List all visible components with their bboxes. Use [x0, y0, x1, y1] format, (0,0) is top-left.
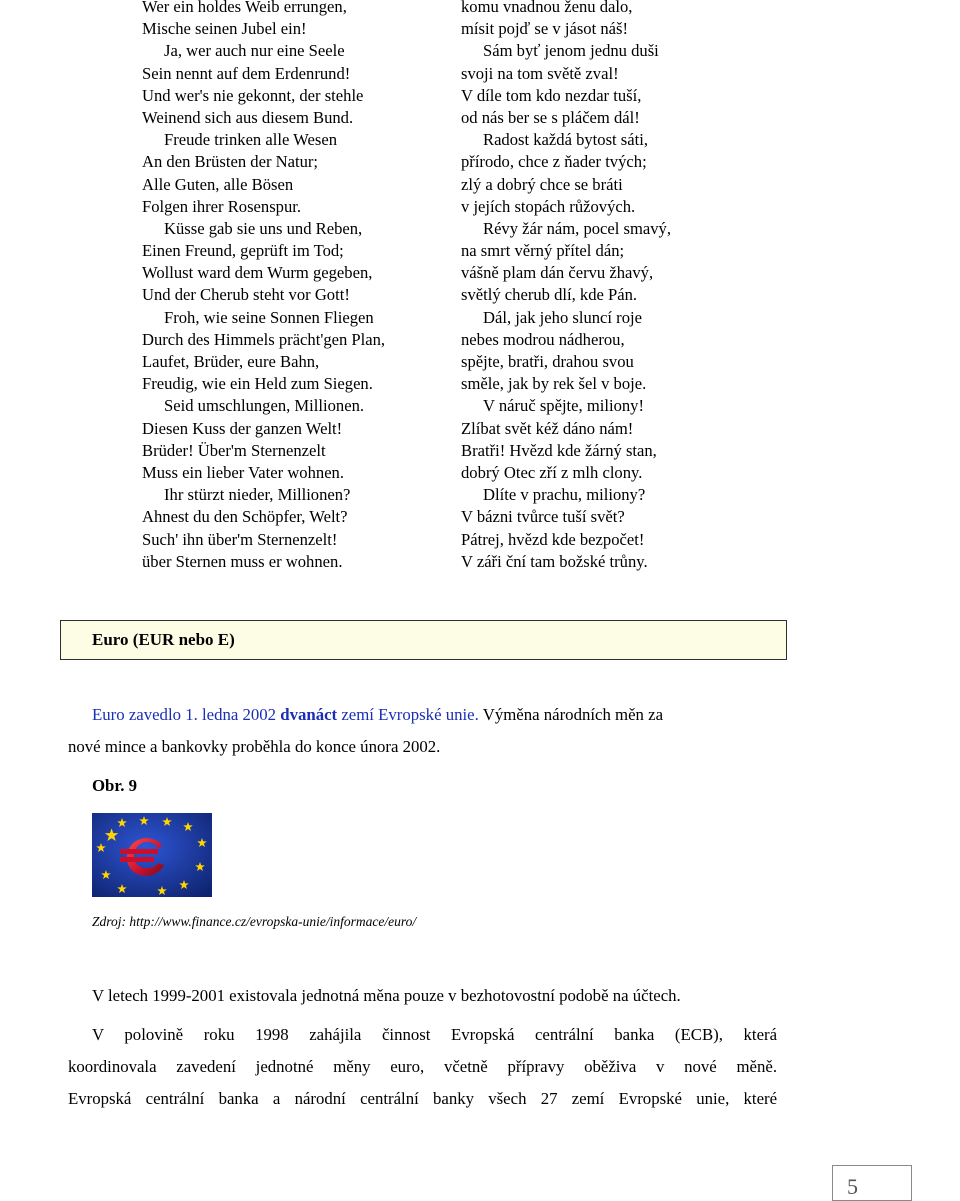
- poem-line: V bázni tvůrce tuší svět?: [461, 507, 625, 527]
- poem-line: od nás ber se s pláčem dál!: [461, 107, 640, 127]
- poem-line: Sein nennt auf dem Erdenrund!: [142, 63, 351, 83]
- section-heading-box: [60, 620, 787, 660]
- paragraph-word: banka: [614, 1025, 655, 1044]
- poem-line: Révy žár nám, pocel smavý,: [483, 218, 672, 238]
- poem-line: Muss ein lieber Vater wohnen.: [142, 462, 345, 482]
- paragraph-word: polovině: [124, 1025, 184, 1044]
- poem-line: Froh, wie seine Sonnen Fliegen: [164, 307, 374, 327]
- poem-line: Wer ein holdes Weib errungen,: [142, 0, 347, 16]
- paragraph-word: činnost: [381, 1025, 431, 1044]
- figure-label: Obr. 9: [92, 776, 138, 795]
- poem-line: dobrý Otec zří z mlh clony.: [461, 462, 643, 482]
- poem-german: [142, 0, 385, 573]
- poem-line: nebes modrou nádherou,: [461, 329, 625, 349]
- paragraph-word: Evropská: [451, 1025, 515, 1044]
- source-citation: Zdroj: http://www.finance.cz/evropska-unie/informace/euro/: [92, 914, 417, 929]
- paragraph-word: zemí: [571, 1089, 605, 1108]
- paragraph-word: které: [743, 1089, 778, 1108]
- poem-line: An den Brüsten der Natur;: [142, 152, 319, 172]
- intro-line-1: [92, 705, 663, 725]
- paragraph-word: zavedení: [176, 1057, 236, 1076]
- intro-bold-word[interactable]: dvanáct: [280, 705, 338, 724]
- poem-line: Bratři! Hvězd kde žárný stan,: [461, 440, 657, 460]
- paragraph-word: unie,: [696, 1089, 730, 1108]
- poem-line: směle, jak by rek šel v boje.: [461, 374, 647, 394]
- paragraph-word: včetně: [443, 1057, 488, 1076]
- poem-line: přírodo, chce z ňader tvých;: [461, 152, 647, 172]
- paragraph-word: V: [92, 1025, 104, 1044]
- poem-line: V záři ční tam božské trůny.: [461, 551, 648, 571]
- poem-line: Küsse gab sie uns und Reben,: [164, 218, 363, 238]
- paragraph-word: všech: [488, 1089, 527, 1108]
- poem-line: Radost každá bytost sáti,: [483, 130, 648, 150]
- poem-line: vášně plam dán červu žhavý,: [461, 263, 654, 283]
- poem-line: Und der Cherub steht vor Gott!: [142, 285, 350, 305]
- poem-line: komu vnadnou ženu dalo,: [461, 0, 633, 16]
- intro-link-start[interactable]: Euro zavedlo 1. ledna 2002: [92, 705, 281, 724]
- poem-line: Weinend sich aus diesem Bund.: [142, 107, 354, 127]
- poem-line: Pátrej, hvězd kde bezpočet!: [461, 529, 645, 549]
- poem-line: světlý cherub dlí, kde Pán.: [461, 285, 638, 305]
- poem-line: Durch des Himmels prächt'gen Plan,: [142, 329, 386, 349]
- poem-line: Dlíte v prachu, miliony?: [483, 485, 646, 505]
- page-number-box: [832, 1165, 912, 1201]
- paragraph-ecb-intro: V letech 1999-2001 existovala jednotná měna pouze v bezhotovostní podobě na účtech.: [92, 986, 681, 1005]
- paragraph-word: centrální: [360, 1089, 419, 1108]
- paragraph-word: přípravy: [507, 1057, 565, 1076]
- paragraph-word: centrální: [145, 1089, 205, 1108]
- poem-line: Laufet, Brüder, eure Bahn,: [142, 352, 320, 371]
- poem-line: Such' ihn über'm Sternenzelt!: [142, 529, 338, 549]
- poem-line: V díle tom kdo nezdar tuší,: [461, 85, 642, 105]
- poem-line: zlý a dobrý chce se bráti: [461, 174, 623, 194]
- paragraph-word: jednotné: [255, 1057, 314, 1076]
- poem-line: Ja, wer auch nur eine Seele: [164, 41, 345, 61]
- paragraph-ecb-line-2: [68, 1057, 777, 1077]
- poem-line: Sám byť jenom jednu duši: [483, 41, 659, 61]
- paragraph-word: roku: [203, 1025, 235, 1044]
- poem-line: Seid umschlungen, Millionen.: [164, 396, 365, 416]
- paragraph-word: měně.: [736, 1057, 778, 1076]
- intro-link-end[interactable]: zemí Evropské unie.: [337, 705, 479, 724]
- poem-line: Ahnest du den Schöpfer, Welt?: [142, 507, 348, 527]
- poem-line: Diesen Kuss der ganzen Welt!: [142, 418, 343, 438]
- intro-rest: Výměna národních měn za: [478, 705, 664, 724]
- poem-line: V náruč spějte, miliony!: [483, 396, 644, 416]
- paragraph-word: měny: [333, 1057, 371, 1076]
- paragraph-word: a: [272, 1089, 281, 1108]
- paragraph-word: oběživa: [584, 1057, 637, 1076]
- paragraph-ecb-line-1: [68, 1025, 777, 1045]
- poem-line: Freude trinken alle Wesen: [164, 130, 337, 150]
- paragraph-word: Evropská: [68, 1089, 132, 1108]
- paragraph-word: Evropské: [618, 1089, 682, 1108]
- paragraph-word: 1998: [255, 1025, 289, 1044]
- poem-line: Brüder! Über'm Sternenzelt: [142, 440, 326, 460]
- poem-line: v jejích stopách růžových.: [461, 196, 636, 216]
- poem-line: Dál, jak jeho sluncí roje: [483, 307, 642, 327]
- poem-line: Wollust ward dem Wurm gegeben,: [142, 263, 373, 283]
- page-number: 5: [847, 1174, 858, 1199]
- poem-czech: [461, 0, 671, 573]
- paragraph-word: zahájila: [309, 1025, 362, 1044]
- poem-line: Ihr stürzt nieder, Millionen?: [164, 485, 351, 505]
- intro-line-2: nové mince a bankovky proběhla do konce února 2002.: [68, 737, 441, 756]
- poem-line: Freudig, wie ein Held zum Siegen.: [142, 374, 373, 394]
- euro-image: [92, 813, 212, 897]
- euro-stars-icon: [92, 813, 212, 897]
- paragraph-word: banky: [433, 1089, 475, 1108]
- paragraph-word: centrální: [534, 1025, 594, 1044]
- paragraph-word: koordinovala: [68, 1057, 157, 1076]
- paragraph-word: euro,: [390, 1057, 425, 1076]
- paragraph-word: která: [743, 1025, 778, 1044]
- paragraph-word: v nové: [656, 1057, 717, 1076]
- poem-line: über Sternen muss er wohnen.: [142, 551, 343, 571]
- poem-line: svoji na tom světě zval!: [461, 63, 619, 83]
- paragraph-word: národní: [294, 1089, 346, 1108]
- poem-line: Zlíbat svět kéž dáno nám!: [461, 418, 634, 438]
- poem-line: Alle Guten, alle Bösen: [142, 174, 294, 194]
- poem-line: mísit pojď se v jásot náš!: [461, 19, 628, 39]
- poem-line: Folgen ihrer Rosenspur.: [142, 196, 302, 216]
- paragraph-word: (ECB),: [674, 1025, 723, 1044]
- paragraph-ecb-line-3: [68, 1089, 777, 1109]
- poem-line: Und wer's nie gekonnt, der stehle: [142, 85, 364, 105]
- paragraph-word: 27: [540, 1089, 558, 1108]
- poem-line: Einen Freund, geprüft im Tod;: [142, 241, 344, 261]
- poem-line: spějte, bratři, drahou svou: [461, 352, 634, 371]
- poem-line: na smrt věrný přítel dán;: [461, 241, 625, 261]
- paragraph-word: banka: [218, 1089, 259, 1108]
- poem-line: Mische seinen Jubel ein!: [142, 19, 307, 39]
- section-heading: Euro (EUR nebo E): [92, 630, 235, 649]
